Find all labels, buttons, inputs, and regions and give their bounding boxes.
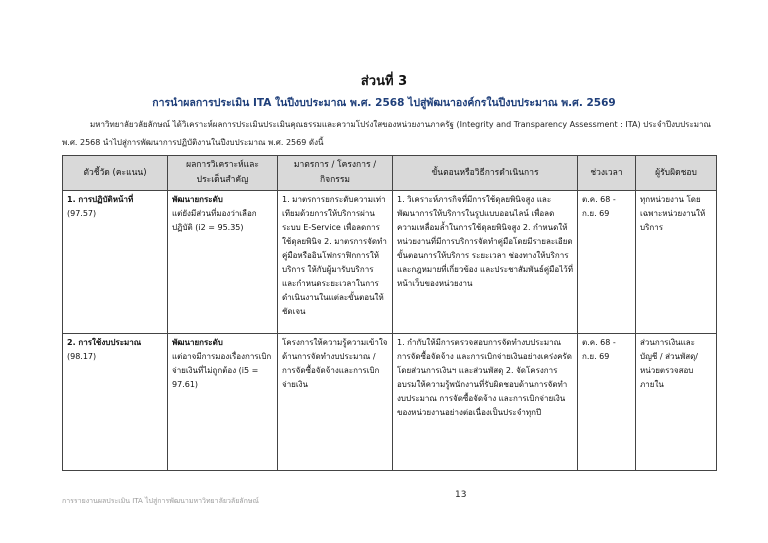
indicator-score: (98.17) (67, 352, 97, 361)
responsible-cell (636, 334, 717, 471)
section-title: ส่วนที่ 3 (360, 74, 408, 89)
period-text: ต.ค. 68 - ก.ย. 69 (582, 195, 616, 218)
analysis-cell (168, 191, 278, 334)
page-footer: การรายงานผลประเมิน ITA ไปสู่การพัฒนามหาวิทยาลัยวลัยลักษณ์ (62, 497, 259, 505)
indicator-name: 1. การปฏิบัติหน้าที่ (67, 195, 134, 204)
header-measures: มาตรการ / โครงการ / กิจกรรม (278, 156, 393, 191)
period-text: ต.ค. 68 - ก.ย. 69 (582, 338, 616, 361)
measures-text: 1. มาตรการยกระดับความเท่าเทียมด้วยการให้บริการผ่านระบบ E-Service เพื่อลดการใช้ดุลยพินิจ 2. มาตรการจัดทำคู่มือหรืออินโฟกราฟิกการให้บริการ ให้กับผู้มารับบริการ และกำหนดระยะเวลาในการดำเนินงานในแต่ละขั้นตอนให้ชัดเจน (282, 195, 387, 316)
page-number: 13 (455, 490, 467, 500)
analysis-heading: พัฒนายกระดับ (172, 195, 223, 204)
indicator-name: 2. การใช้งบประมาณ (67, 338, 142, 347)
intro-paragraph: มหาวิทยาลัยวลัยลักษณ์ ได้วิเคราะห์ผลการประเมินประเมินคุณธรรมและความโปร่งใสของหน่วยงานภาครัฐ (Integrity and Transparency Assessment : ITA) ประจำปีงบประมาณ พ.ศ. 2568 นำไปสู่การพัฒนาการปฏิบัติงานในปีงบประมาณ พ.ศ. 2569 ดังนี้ (62, 120, 711, 147)
header-responsible: ผู้รับผิดชอบ (636, 156, 717, 191)
table-row (63, 334, 717, 471)
header-steps: ขั้นตอนหรือวิธีการดำเนินการ (393, 156, 578, 191)
responsible-cell (636, 191, 717, 334)
analysis-text: แต่อาจมีการมองเรื่องการเบิกจ่ายเงินที่ไม่ถูกต้อง (i5 = 97.61) (172, 352, 272, 389)
period-cell (578, 334, 636, 471)
period-cell (578, 191, 636, 334)
analysis-text: แต่ยังมีส่วนที่มองว่าเลือกปฏิบัติ (i2 = 95.35) (172, 209, 257, 232)
analysis-cell (168, 334, 278, 471)
header-indicator: ตัวชี้วัด (คะแนน) (63, 156, 168, 191)
indicator-score: (97.57) (67, 209, 97, 218)
measures-cell (278, 334, 393, 471)
analysis-heading: พัฒนายกระดับ (172, 338, 223, 347)
measures-text: โครงการให้ความรู้ความเข้าใจด้านการจัดทำงบประมาณ / การจัดซื้อจัดจ้างและการเบิกจ่ายเงิน (282, 338, 388, 389)
responsible-text: ทุกหน่วยงาน โดยเฉพาะหน่วยงานให้บริการ (640, 195, 706, 232)
header-period: ช่วงเวลา (578, 156, 636, 191)
steps-cell (393, 334, 578, 471)
steps-text: 1. วิเคราะห์ภารกิจที่มีการใช้ดุลยพินิจสูง และพัฒนาการให้บริการในรูปแบบออนไลน์ เพื่อลดความเหลื่อมล้ำในการใช้ดุลยพินิจสูง 2. กำหนดให้หน่วยงานที่มีการบริการจัดทำคู่มือโดยมีรายละเอียดขั้นตอนการให้บริการ ระยะเวลา ช่องทางให้บริการ และกฎหมายที่เกี่ยวข้อง และประชาสัมพันธ์คู่มือไว้ที่หน้าเว็บของหน่วยงาน (397, 195, 573, 288)
table-row (63, 191, 717, 334)
responsible-text: ส่วนการเงินและบัญชี / ส่วนพัสดุ/ หน่วยตรวจสอบภายใน (640, 338, 698, 389)
measures-cell (278, 191, 393, 334)
steps-cell (393, 191, 578, 334)
header-analysis: ผลการวิเคราะห์และประเด็นสำคัญ (168, 156, 278, 191)
indicator-cell (63, 334, 168, 471)
document-subtitle: การนำผลการประเมิน ITA ในปีงบประมาณ พ.ศ. 2568 ไปสู่พัฒนาองค์กรในปีงบประมาณ พ.ศ. 2569 (152, 97, 616, 109)
table-header-row (63, 156, 717, 191)
steps-text: 1. กำกับให้มีการตรวจสอบการจัดทำงบประมาณ การจัดซื้อจัดจ้าง และการเบิกจ่ายเงินอย่างเคร่งครัดโดยส่วนการเงินฯ และส่วนพัสดุ 2. จัดโครงการอบรมให้ความรู้พนักงานที่รับผิดชอบด้านการจัดทำงบประมาณ การจัดซื้อจัดจ้าง และการเบิกจ่ายเงินของหน่วยงานอย่างต่อเนื่องเป็นประจำทุกปี (397, 338, 572, 417)
action-plan-table (62, 155, 717, 471)
indicator-cell (63, 191, 168, 334)
